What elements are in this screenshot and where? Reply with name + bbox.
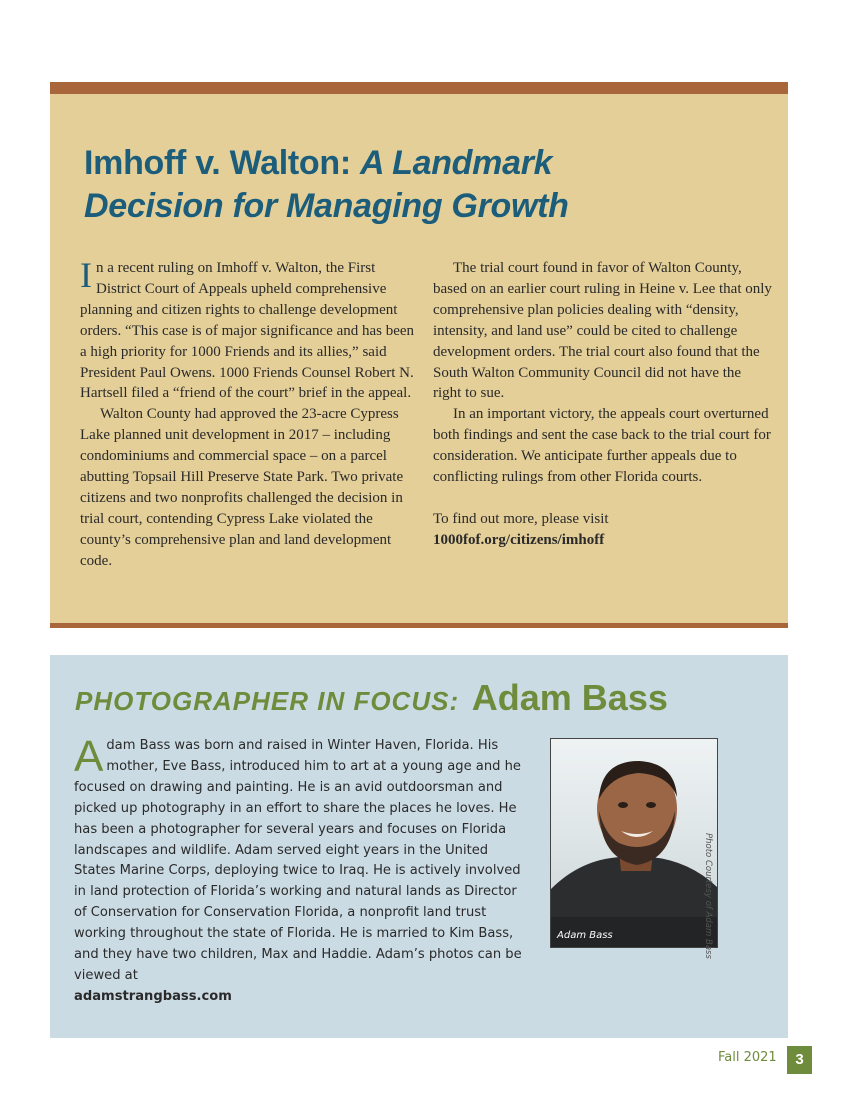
article-box (50, 82, 788, 628)
article-title-part1: Imhoff v. Walton: (84, 144, 360, 182)
article-right-column (433, 258, 773, 551)
photographer-heading (75, 677, 668, 719)
drop-cap: A (74, 732, 104, 781)
photographer-bio (74, 732, 526, 1008)
find-out-more-link[interactable]: 1000fof.org/citizens/imhoff (433, 531, 605, 548)
article-paragraph-1 (80, 255, 420, 404)
article-title (84, 142, 744, 228)
find-out-more (433, 509, 773, 551)
article-left-column (80, 255, 420, 572)
drop-cap: I (80, 255, 92, 295)
article-paragraph-4: In an important victory, the appeals court overturned both findings and sent the case back to the trial court for consideration. We anticipate further appeals due to conflicting rulings from other Florida courts. (433, 406, 771, 486)
find-out-more-text: To find out more, please visit (433, 510, 609, 527)
photo-caption: Adam Bass (557, 930, 613, 941)
photographer-portrait (550, 738, 718, 948)
photographer-bio-text: dam Bass was born and raised in Winter Haven, Florida. His mother, Eve Bass, introduced him to art at a young age and he focused on drawing and painting. He is an avid outdoorsman and picked up photography in an effort to share the places he loves. He has been a photographer for several years and focuses on Florida landscapes and wildlife. Adam served eight years in the United States Marine Corps, deploying twice to Iraq. He is actively involved in land protection of Florida’s working and natural lands as Director of Conservation for Conservation Florida, a nonprofit land trust working throughout the state of Florida. He is married to Kim Bass, and they have two children, Max and Haddie. Adam’s photos can be viewed at (74, 738, 522, 983)
portrait-illustration (551, 739, 718, 948)
article-title-part3: Decision for Managing Growth (84, 187, 569, 225)
article-title-part2: A Landmark (360, 144, 553, 182)
article-paragraph-2: Walton County had approved the 23-acre Cypress Lake planned unit development in 2017 – including condominiums and commercial space – on a parcel abutting Topsail Hill Preserve State Park. Two private citizens and two nonprofits challenged the decision in trial court, contending Cypress Lake violated the county’s comprehensive plan and land development code. (80, 406, 404, 569)
photographer-heading-label: PHOTOGRAPHER IN FOCUS: (75, 686, 460, 716)
article-paragraph-1-text: n a recent ruling on Imhoff v. Walton, the First District Court of Appeals upheld comprehensive planning and citizen rights to challenge development orders. “This case is of major significance and has been a high priority for 1000 Friends and its allies,” said President Paul Owens. 1000 Friends Counsel Robert N. Hartsell filed a “friend of the court” brief in the appeal. (80, 260, 415, 402)
page-number: 3 (787, 1046, 812, 1074)
footer-issue: Fall 2021 (718, 1050, 777, 1065)
article-paragraph-3: The trial court found in favor of Walton County, based on an earlier court ruling in Heine v. Lee that only comprehensive plan policies dealing with “density, intensity, and land use” could be cited to challenge development orders. The trial court also found that the South Walton Community Council did not have the right to sue. (433, 260, 772, 402)
photographer-heading-name: Adam Bass (471, 677, 668, 718)
paragraph-gap (433, 488, 773, 509)
photo-credit: Photo Courtesy of Adam Bass (703, 833, 713, 959)
photographer-website-link[interactable]: adamstrangbass.com (74, 988, 232, 1004)
photographer-box (50, 655, 788, 1038)
